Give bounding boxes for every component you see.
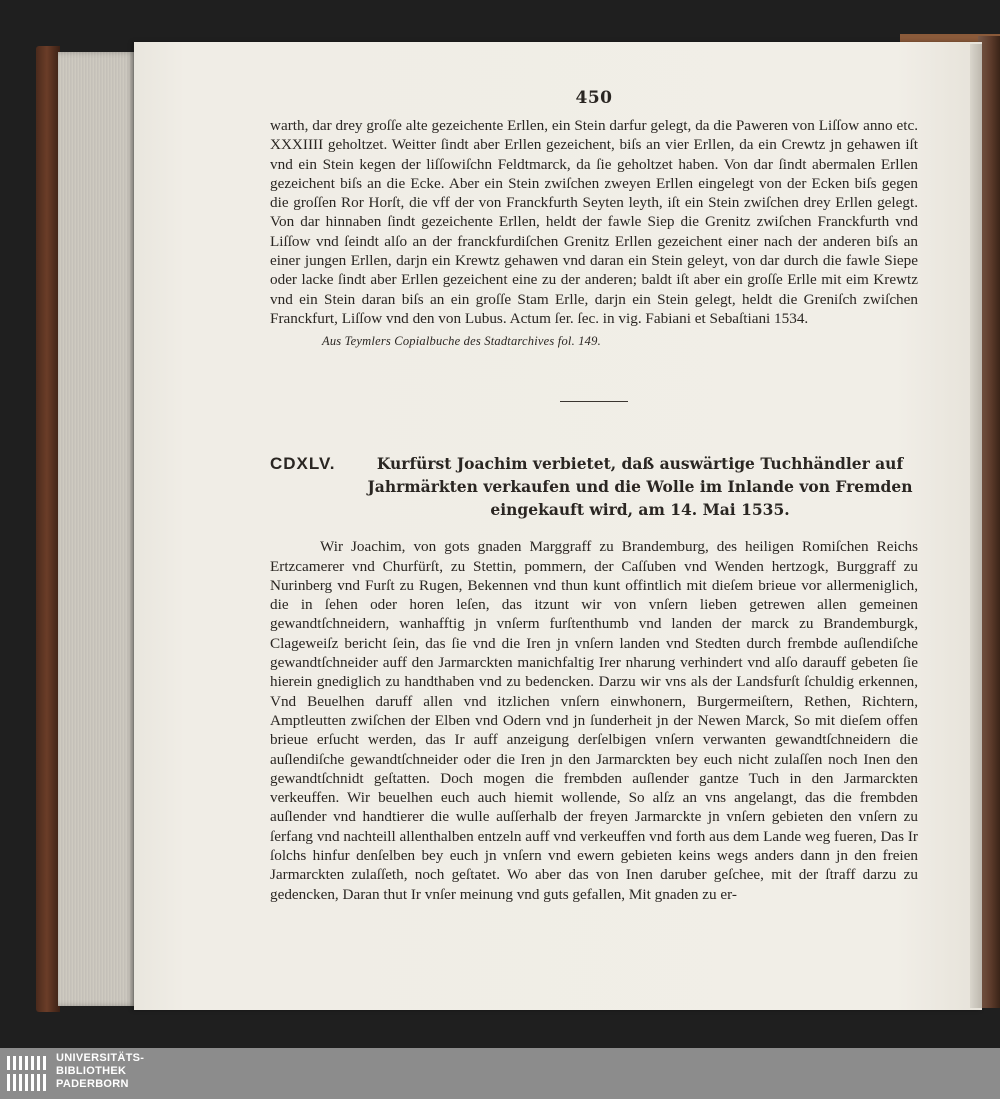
library-footer bbox=[0, 1048, 1000, 1099]
continuation-paragraph: warth, dar drey groſſe alte gezeichente Erllen, ein Stein darfur gelegt, da die Paweren von Liſſow anno etc. XXXIIII geholtzet. Weitter ſindt aber Erllen gezeichent, biſs an vier Erllen, da ein Crewtz jn gehawen iſt vnd ein Stein kegen der liſſowiſchn Feldtmarck, da ſie geholtzet haben. Von dar ſindt abermalen Erllen gezeichent biſs an die Ecke. Aber ein Stein zwiſchen zweyen Erllen eingelegt von der Ecken biſs gegen die groſſen Ror Horſt, die vff der von Franckfurth Seyten leyth, iſt ein Stein zwiſchen drey Erllen gelegt. Von dar hinnaben ſindt gezeichente Erllen, heldt der fawle Siep die Grenitz zwiſchen Franckfurth vnd Liſſow vnd ſeindt alſo an der franckfurdiſchen Grenitz Erllen gezeichent einer nach der anderen biſs an einer jungen Erllen, darjn ein Krewtz gehawen vnd daran ein Stein geleyt, von dar durch die fawle Siepe oder lacke ſindt aber Erllen gezeichent eine zu der anderen; baldt iſt aber ein groſſe Erlle mit eim Krewtz vnd ein Stein daran biſs an ein groſſe Stam Erlle, darjn ein Stein gelegt, heldt die Greniſch zwiſchen Franckfurt, Liſſow vnd den von Lubus. Actum ſer. ſec. in vig. Fabiani et Sebaſtiani 1534. bbox=[270, 117, 918, 327]
document-number: CDXLV. bbox=[270, 454, 336, 474]
document-body bbox=[270, 537, 918, 904]
page-right-edge bbox=[970, 44, 982, 1008]
section-divider bbox=[560, 401, 628, 402]
document-heading bbox=[270, 452, 918, 521]
source-citation: Aus Teymlers Copialbuche des Stadtarchives fol. 149. bbox=[322, 334, 601, 349]
page-content bbox=[270, 88, 918, 904]
page-edges bbox=[58, 52, 136, 1006]
page-number: 450 bbox=[575, 88, 613, 108]
library-name-line-2: BIBLIOTHEK bbox=[56, 1065, 127, 1077]
library-name bbox=[56, 1052, 144, 1091]
library-name-line-1: UNIVERSITÄTS- bbox=[56, 1052, 145, 1064]
document-body-paragraph: Wir Joachim, von gots gnaden Marggraff zu Brandemburg, des heiligen Romiſchen Reichs Ertzcamerer vnd Churfürſt, zu Stettin, pommern, der Caſſuben vnd Wenden hertzogk, Burggraff zu Nurinberg vnd Furſt zu Rugen, Bekennen vnd thun kunt offintlich mit dieſem brieue vor allermeniglich, die in ſehen oder horen leſen, das itzunt wir von vnſern lieben getrewen allen gemeinen gewandtſchneidern, wanhafftig jn vnſerm furſtenthumb vnd landen der marck zu Brandemburgk, Clageweiſz bericht ſein, das ſie vnd die Iren jn vnſern landen vnd Stedten durch frembde auſlendiſche gewandtſchneider auff den Jarmarckten manichfaltig Irer nharung verhindert vnd alſo darauff gebeten ſie hierein gnediglich zu handthaben vnd zu bedencken. Darzu wir vns als der Landsfurſt ſchuldig erkennen, Vnd Beuelhen daruff allen vnd itzlichen vnſern einwhonern, Burgermeiſtern, Rethen, Richtern, Amptleutten zwiſchen der Elben vnd Odern vnd jn ſunderheit jn der Newen Marck, So mit dieſem offen brieue erſucht werden, das Ir auff anzeigung derſelbigen vnſern verwanten gewandtſchneidern die auſlendiſche gewandtſchneider oder die Iren jn den Jarmarckten bey euch nicht zulaſſen noch Inen den gewandtſchnidt geſtatten. Doch mogen die frembden auſlender gantze Tuch in den Jarmarckten verkeuffen. Wir beuelhen euch auch hiemit wollende, So alſz an vns angelangt, das die frembden auſlender vnd handtierer die wulle auſſerhalb der freyen Jarmarckte jn vnſern gebieten den vnſern zu ſerfang vnd nachteill allenthalben entzeln auff vnd verkeuffen vnd forth aus dem Lande weg fueren, Das Ir ſolchs hinfur denſelben bey euch jn vnſern vnd ewern gebieten keins wegs anders dann jn den freien Jarmarckten zulaſſeth, noch geſtatet. Wo aber das von Inen daruber geſchee, mit der ſtraff darzu zu gedencken, Daran thut Ir vnſer meinung vnd guts gefallen, Mit gnaden zu er- bbox=[270, 538, 918, 903]
library-logo-icon bbox=[6, 1052, 50, 1095]
book-cover-left bbox=[36, 46, 60, 1012]
document-title: Kurfürst Joachim verbietet, daß auswärtige Tuchhändler auf Jahrmärkten verkaufen und die Wolle im Inlande von Fremden eingekauft wird, am 14. Mai 1535. bbox=[367, 454, 913, 520]
library-name-line-3: PADERBORN bbox=[56, 1078, 129, 1090]
